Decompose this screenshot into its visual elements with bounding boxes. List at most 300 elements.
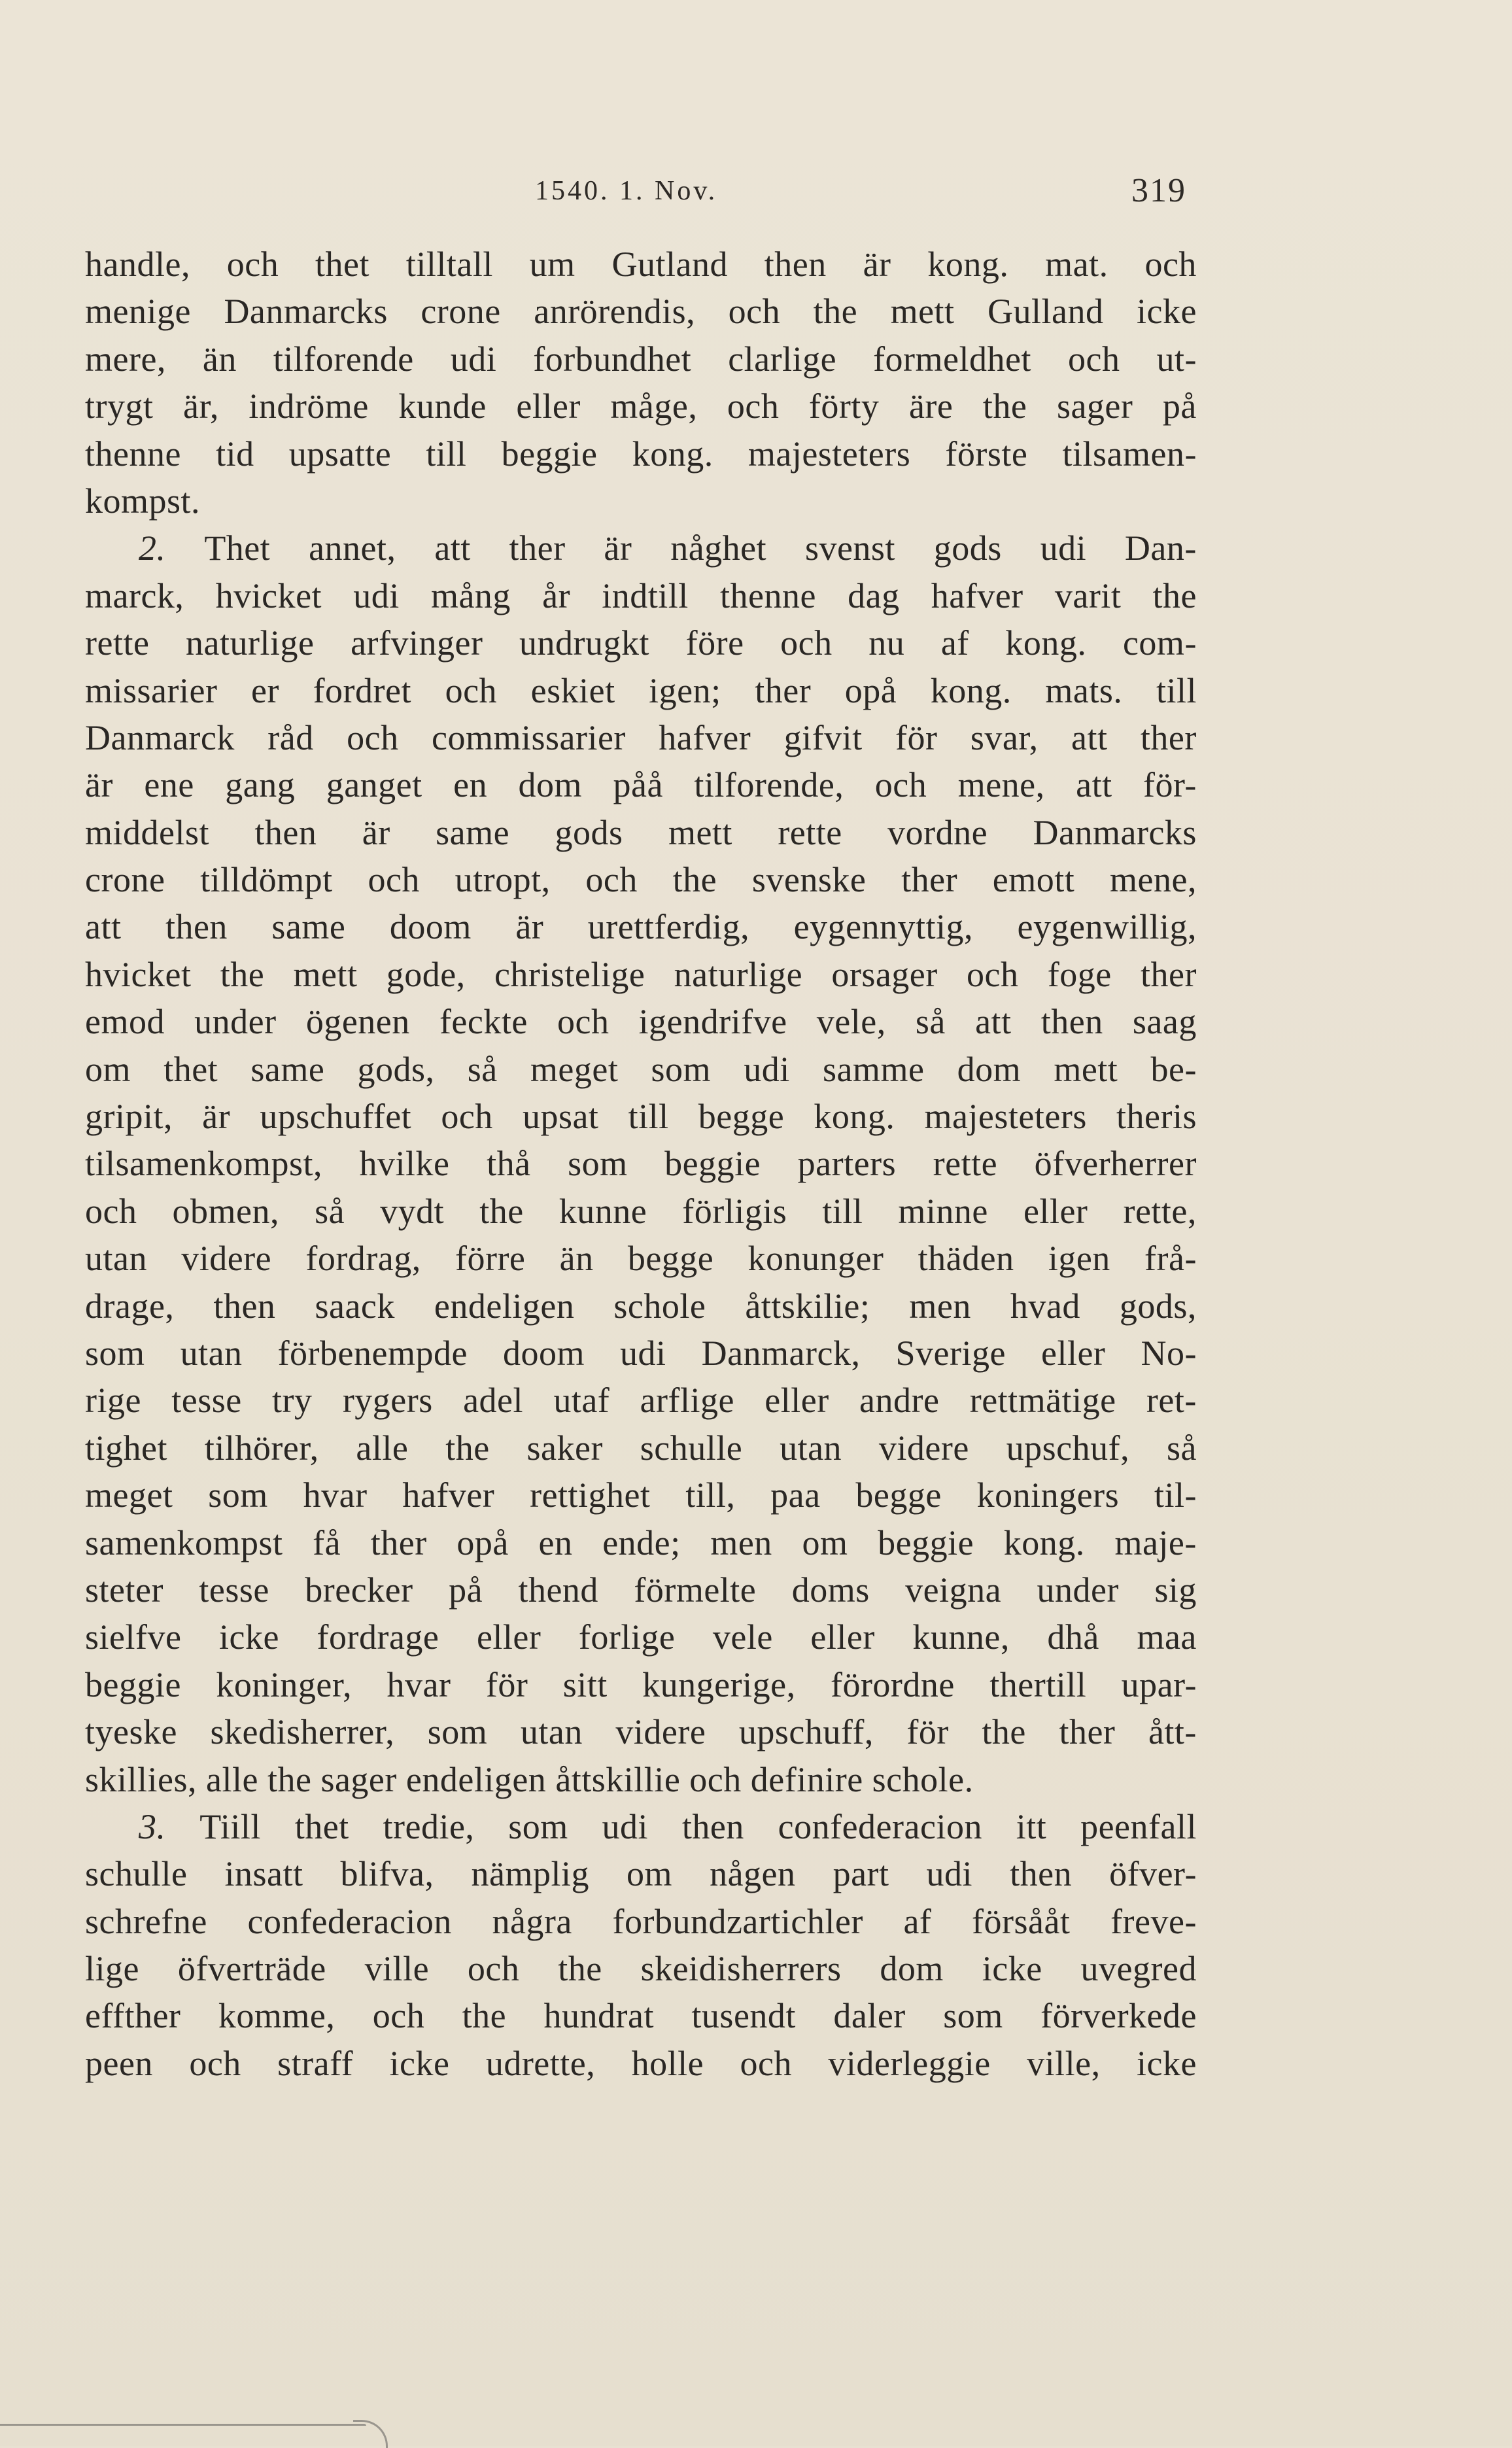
word: skedisherrer,	[210, 1712, 395, 1752]
word: forlige	[578, 1617, 676, 1657]
word: gods,	[357, 1049, 435, 1089]
word: undrugkt	[519, 623, 650, 663]
text-line	[85, 1283, 1197, 1330]
word: be-	[1150, 1049, 1197, 1089]
word: formeldhet	[873, 339, 1031, 379]
word: någhet	[670, 528, 767, 568]
word: förty	[808, 387, 880, 426]
word: utaf	[553, 1381, 610, 1421]
text-line	[85, 998, 1197, 1045]
word: udi	[353, 576, 400, 615]
word: mats.	[1045, 670, 1123, 710]
word: ögenen	[305, 1002, 410, 1042]
word: brecker	[305, 1570, 413, 1610]
word: marck,	[85, 576, 184, 615]
running-head: 1540. 1. Nov.	[535, 176, 718, 206]
word: thenne	[719, 576, 816, 615]
word: mett	[668, 812, 732, 852]
word: svenst	[804, 528, 895, 568]
word: som	[568, 1144, 628, 1184]
word: meget	[530, 1049, 619, 1089]
word: upschuff,	[738, 1712, 874, 1752]
text-line	[85, 1472, 1197, 1519]
word: begge	[627, 1239, 714, 1279]
word: förste	[945, 434, 1028, 474]
word: endeligen	[434, 1286, 575, 1326]
word: mett	[293, 954, 358, 994]
word: beggie	[878, 1523, 974, 1562]
word: rette	[933, 1144, 998, 1184]
word: dag	[848, 576, 900, 615]
word: tesse	[199, 1570, 269, 1610]
word: paa	[770, 1475, 821, 1515]
word: kong.	[632, 434, 713, 474]
word: mat.	[1045, 245, 1108, 284]
text-line	[85, 383, 1197, 430]
word: kong.	[927, 245, 1009, 284]
word: tredie,	[383, 1806, 475, 1846]
word: fordrage	[317, 1617, 439, 1657]
word: tilforende	[273, 339, 414, 379]
text-line	[85, 1140, 1197, 1187]
word: christelige	[494, 954, 645, 994]
word: the	[220, 954, 265, 994]
word: förmelte	[634, 1570, 757, 1610]
word: som	[208, 1475, 268, 1515]
word: igendrifve	[638, 1002, 787, 1042]
page-edge-curl	[353, 2420, 388, 2448]
word: handle,	[85, 245, 190, 284]
word: till	[822, 1191, 863, 1231]
word: skillies,	[85, 1759, 198, 1799]
word: orsager	[831, 954, 938, 994]
word: råd	[267, 717, 314, 757]
word: gods	[933, 528, 1002, 568]
word: maje-	[1114, 1523, 1197, 1562]
word: och	[585, 860, 638, 900]
word: före	[685, 623, 744, 663]
word: drage,	[85, 1286, 175, 1326]
word: upsatte	[288, 434, 392, 474]
word: insatt	[224, 1854, 303, 1894]
word: trygt	[85, 387, 154, 426]
word: doms	[791, 1570, 870, 1610]
word: ganget	[326, 765, 422, 805]
word: icke	[219, 1617, 279, 1657]
text-line	[85, 1945, 1197, 1992]
word: icke	[982, 1949, 1042, 1989]
word: indröme	[249, 387, 369, 426]
text-line	[85, 619, 1197, 666]
word: under	[1037, 1570, 1119, 1610]
word: ville,	[1027, 2043, 1101, 2083]
word: doom	[389, 907, 472, 947]
text-line	[85, 288, 1197, 335]
word: peen	[85, 2043, 153, 2083]
word: forbundhet	[533, 339, 692, 379]
word: doom	[502, 1333, 585, 1373]
text-line	[85, 1093, 1197, 1140]
word: koningers	[976, 1475, 1120, 1515]
word: then	[1040, 1002, 1103, 1042]
text-line	[85, 1803, 1197, 1850]
word: then	[1010, 1854, 1073, 1894]
word: the	[479, 1191, 524, 1231]
word: then	[165, 907, 228, 947]
word: kong.	[1005, 623, 1087, 663]
word: saack	[315, 1286, 395, 1326]
word: tighet	[85, 1428, 167, 1468]
word: koninger,	[216, 1664, 352, 1704]
word: commissarier	[431, 717, 626, 757]
word: svenske	[751, 860, 867, 900]
word: emod	[85, 1002, 165, 1042]
word: till	[1156, 670, 1197, 710]
word: och	[368, 860, 420, 900]
word: än	[202, 339, 237, 379]
word: holle	[631, 2043, 704, 2083]
word: ther	[755, 670, 812, 710]
word: videre	[181, 1239, 272, 1279]
text-line	[85, 1992, 1197, 2039]
word: the	[462, 1996, 507, 2036]
word: är	[863, 245, 891, 284]
word: the	[267, 1759, 312, 1799]
word: forbundzartichler	[612, 1901, 863, 1941]
word: uvegred	[1080, 1949, 1197, 1989]
word: alle	[206, 1759, 258, 1799]
word: upschuf,	[1006, 1428, 1130, 1468]
word: naturlige	[186, 623, 315, 663]
word: icke	[1136, 2043, 1197, 2083]
word: upschuffet	[260, 1097, 412, 1137]
word: Danmarck,	[701, 1333, 861, 1373]
word: kong.	[814, 1097, 895, 1137]
word: fordret	[313, 670, 411, 710]
word: kunde	[398, 387, 487, 426]
word: the	[445, 1428, 490, 1468]
text-line	[85, 336, 1197, 383]
word: missarier	[85, 670, 218, 710]
word: tesse	[171, 1381, 242, 1421]
word: udrette,	[485, 2043, 596, 2083]
word: gripit,	[85, 1097, 173, 1137]
word: utropt,	[455, 860, 551, 900]
word: svar,	[970, 717, 1039, 757]
word: fordrag,	[305, 1239, 421, 1279]
word: then	[213, 1286, 276, 1326]
word: på	[449, 1570, 483, 1610]
word: mene,	[1110, 860, 1197, 900]
word: lige	[85, 1949, 139, 1989]
word: rettmätige	[969, 1381, 1116, 1421]
word: att	[1071, 717, 1108, 757]
word: om	[85, 1049, 131, 1089]
word: och	[445, 670, 498, 710]
word: eller	[1040, 1333, 1106, 1373]
word: saker	[526, 1428, 603, 1468]
word: upsat	[522, 1097, 599, 1137]
text-line	[85, 951, 1197, 998]
word: peenfall	[1080, 1806, 1197, 1846]
word: schole	[613, 1286, 706, 1326]
word: påå	[613, 765, 663, 805]
word: så	[467, 1049, 498, 1089]
word: att	[434, 528, 471, 568]
word: för	[895, 717, 938, 757]
word: åttskillie	[555, 1759, 681, 1799]
text-line	[85, 856, 1197, 903]
word: beggie	[501, 434, 598, 474]
word: er	[251, 670, 279, 710]
word: en	[453, 765, 488, 805]
word: emott	[992, 860, 1075, 900]
word: mett	[890, 292, 955, 332]
text-line	[85, 572, 1197, 619]
word: the	[1152, 576, 1197, 615]
word: och	[557, 1002, 610, 1042]
text-line	[85, 1377, 1197, 1424]
word: att	[1076, 765, 1112, 805]
word: thend	[518, 1570, 598, 1610]
word: och	[874, 765, 927, 805]
word: Thet	[204, 528, 271, 568]
word: och	[740, 2043, 792, 2083]
text-line	[85, 809, 1197, 856]
word: nämplig	[471, 1854, 590, 1894]
word: rette	[778, 812, 842, 852]
word: obmen,	[172, 1191, 280, 1231]
word: förre	[455, 1239, 526, 1279]
word: tilsamenkompst,	[85, 1144, 322, 1184]
page-number: 319	[1131, 172, 1186, 209]
word: opå	[456, 1523, 509, 1562]
word: opå	[844, 670, 897, 710]
text-line	[85, 1235, 1197, 1282]
text-line	[85, 1756, 1197, 1803]
word: middelst	[85, 812, 209, 852]
word: thertill	[989, 1664, 1087, 1704]
word: parters	[797, 1144, 897, 1184]
word: ther	[1140, 954, 1197, 994]
word: sager	[1056, 387, 1133, 426]
word: ut-	[1156, 339, 1197, 379]
word: af	[940, 623, 969, 663]
word: sager	[320, 1759, 397, 1799]
word: eller	[516, 387, 581, 426]
word: eller	[810, 1617, 875, 1657]
word: under	[194, 1002, 277, 1042]
word: videre	[615, 1712, 706, 1752]
word: ått-	[1148, 1712, 1197, 1752]
word: hafver	[659, 717, 751, 757]
word: mång	[430, 576, 511, 615]
word: com-	[1122, 623, 1197, 663]
word: alle	[356, 1428, 409, 1468]
word: blifva,	[340, 1854, 434, 1894]
word: hvicket	[85, 954, 192, 994]
word: Dan-	[1124, 528, 1197, 568]
text-line	[85, 1708, 1197, 1755]
word: Gutland	[611, 245, 728, 284]
text-line	[85, 1898, 1197, 1945]
word: udi	[620, 1333, 666, 1373]
word: en	[538, 1523, 573, 1562]
word: försååt	[972, 1901, 1071, 1941]
word: frå-	[1144, 1239, 1197, 1279]
word: rettighet	[530, 1475, 651, 1515]
word: minne	[898, 1191, 988, 1231]
word: förligis	[682, 1191, 787, 1231]
word: och	[372, 1996, 425, 2036]
text-line	[85, 2040, 1197, 2087]
text-line	[85, 1519, 1197, 1566]
word: och	[1067, 339, 1120, 379]
word: clarlige	[728, 339, 837, 379]
word: för	[485, 1664, 528, 1704]
word: äre	[908, 387, 954, 426]
word: viderleggie	[828, 2043, 991, 2083]
word: tilforende,	[694, 765, 844, 805]
word: och	[85, 1191, 137, 1231]
word: konunger	[747, 1239, 884, 1279]
word: naturlige	[674, 954, 803, 994]
text-line	[85, 761, 1197, 808]
word: är	[202, 1097, 231, 1137]
word: och	[780, 623, 833, 663]
word: udi	[1040, 528, 1087, 568]
word: schole.	[872, 1759, 974, 1799]
word: öfverherrer	[1034, 1144, 1197, 1184]
word: tusendt	[691, 1996, 796, 2036]
word: videre	[878, 1428, 969, 1468]
word: så	[315, 1191, 345, 1231]
word: try	[272, 1381, 313, 1421]
word: och	[441, 1097, 493, 1137]
word: som	[85, 1333, 145, 1373]
word: eller	[476, 1617, 541, 1657]
word: schrefne	[85, 1901, 207, 1941]
word: eller	[765, 1381, 829, 1421]
text-line	[85, 1661, 1197, 1708]
word: schulle	[85, 1854, 188, 1894]
word: samme	[822, 1049, 925, 1089]
word: same	[436, 812, 510, 852]
word: the	[982, 387, 1027, 426]
word: ther	[1140, 717, 1197, 757]
word: och	[1144, 245, 1197, 284]
word: dom	[957, 1049, 1022, 1089]
word: rige	[85, 1381, 141, 1421]
word: om	[802, 1523, 848, 1562]
word: som	[508, 1806, 568, 1846]
text-line	[85, 1188, 1197, 1235]
word: daler	[833, 1996, 906, 2036]
word: och	[467, 1949, 520, 1989]
word: kunne	[558, 1191, 647, 1231]
text-line	[85, 1850, 1197, 1897]
word: kompst.	[85, 481, 201, 521]
word: att	[975, 1002, 1012, 1042]
word: mene,	[957, 765, 1045, 805]
word: mett	[1054, 1049, 1118, 1089]
word: Danmarcks	[1033, 812, 1197, 852]
word: för-	[1143, 765, 1197, 805]
page-edge-line	[0, 2424, 366, 2426]
word: No-	[1141, 1333, 1197, 1373]
word: crone	[421, 292, 501, 332]
word: åttskilie;	[745, 1286, 870, 1326]
word: the	[558, 1949, 602, 1989]
word: the	[672, 860, 717, 900]
word: utan	[85, 1239, 147, 1279]
text-line	[85, 714, 1197, 761]
word: hvar	[303, 1475, 368, 1515]
word: förverkede	[1040, 1996, 1197, 2036]
word: arfvinger	[351, 623, 483, 663]
body-text	[85, 241, 1197, 2087]
word: icke	[1137, 292, 1197, 332]
text-line	[85, 1424, 1197, 1472]
word: som	[651, 1049, 712, 1089]
word: skeidisherrers	[640, 1949, 842, 1989]
word: foge	[1047, 954, 1112, 994]
word: tilhörer,	[204, 1428, 319, 1468]
word: straff	[277, 2043, 354, 2083]
word: och	[189, 2043, 241, 2083]
text-line	[85, 1566, 1197, 1613]
word: theris	[1116, 1097, 1197, 1137]
word: samenkompst	[85, 1523, 283, 1562]
word: på	[1162, 387, 1197, 426]
word: men	[909, 1286, 971, 1326]
text-line	[85, 1613, 1197, 1661]
word: varit	[1054, 576, 1122, 615]
word: urettferdig,	[587, 907, 750, 947]
word: öfver-	[1109, 1854, 1197, 1894]
word: hvad	[1010, 1286, 1080, 1326]
word: Danmarcks	[224, 292, 388, 332]
word: tilldömpt	[200, 860, 333, 900]
word: förbenempde	[277, 1333, 468, 1373]
word: then	[254, 812, 317, 852]
word: same	[271, 907, 346, 947]
word: the	[982, 1712, 1026, 1752]
word: rette	[85, 623, 150, 663]
word: några	[492, 1901, 572, 1941]
word: udi	[450, 339, 497, 379]
text-line	[85, 430, 1197, 477]
word: någen	[710, 1854, 796, 1894]
word: the	[813, 292, 858, 332]
word: som	[427, 1712, 488, 1752]
word: måge,	[610, 387, 698, 426]
word: endeligen	[405, 1759, 547, 1799]
word: thet	[315, 245, 370, 284]
word: eller	[1023, 1191, 1088, 1231]
word: eygenwillig,	[1017, 907, 1197, 947]
text-line	[85, 667, 1197, 714]
word: hafver	[931, 576, 1023, 615]
word: Sverige	[895, 1333, 1006, 1373]
word: hafver	[402, 1475, 495, 1515]
word: sielfve	[85, 1617, 182, 1657]
word: än	[559, 1239, 594, 1279]
word: och	[967, 954, 1019, 994]
word: beggie	[85, 1664, 181, 1704]
word: arflige	[640, 1381, 734, 1421]
word: freve-	[1110, 1901, 1197, 1941]
